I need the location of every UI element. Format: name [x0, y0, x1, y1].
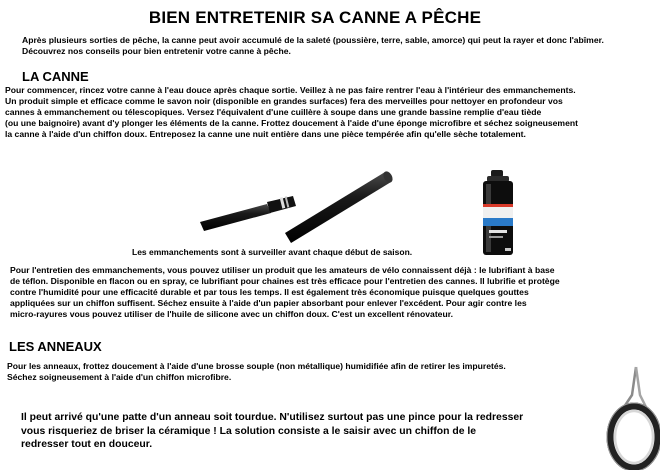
rod-section-back: [285, 170, 394, 243]
image-caption: Les emmanchements sont à surveiller avant chaque début de saison.: [132, 247, 413, 257]
emmanchements-line: Pour l'entretien des emmanchements, vous pouvez utiliser un produit que les amateurs de vélo connaissent déjà : le lubrifiant à base: [10, 265, 555, 275]
canne-line: cannes à emmanchement ou télescopiques. Versez l'équivalent d'une cuillère à soupe dans une grande bassine remplie d'eau tiède: [5, 107, 542, 117]
lubricant-spray-image: [475, 168, 525, 258]
rod-section-front: [200, 196, 296, 231]
canne-line: Pour commencer, rincez votre canne à l'eau douce après chaque sortie. Veillez à ne pas faire rentrer l'eau à l'intérieur des emmanchements.: [5, 85, 576, 95]
emmanchements-line: contre l'humidité pour une efficacité durable et par tous les temps. Il est également très économique puisque quelques gouttes: [10, 287, 529, 297]
rod-guide-ring-image: [600, 365, 660, 470]
ring-note-line: Il peut arrivé qu'une patte d'un anneau soit tourdue. N'utilisez surtout pas une pince pour la redresser: [21, 412, 524, 423]
page-title: BIEN ENTRETENIR SA CANNE A PÊCHE: [148, 8, 482, 27]
canne-line: Un produit simple et efficace comme le savon noir (disponible en grandes surfaces) fera des merveilles pour nettoyer en profondeur vos: [5, 96, 563, 106]
ring-note-line: vous risqueriez de briser la céramique ! La solution consiste a le saisir avec un chiffon de le: [21, 425, 477, 437]
anneaux-paragraph: [7, 361, 607, 383]
ring-note-line: redresser tout en douceur.: [21, 439, 153, 451]
emmanchements-line: appliquées sur un chiffon suffisent. Séchez ensuite à l'aide d'un papier absorbant pour enlever l'excédent. Pour agir contre les: [10, 298, 527, 308]
section-heading-anneaux: LES ANNEAUX: [9, 339, 102, 354]
emmanchements-line: de téflon. Disponible en flacon ou en spray, ce lubrifiant pour chaines est très efficace pour l'entretien des cannes. Il lubrifie et protège: [10, 276, 560, 286]
emmanchements-paragraph: [10, 265, 645, 320]
intro-paragraph: Après plusieurs sorties de pêche, la canne peut avoir accumulé de la saleté (poussière, terre, sable, amorce) qui peut la rayer et donc l'abîmer. Découvrez nos conseils pour bien entretenir votre canne à pêche.: [22, 35, 604, 56]
emmanchements-line: micro-rayures vous pouvez utiliser de l'huile de silicone avec un chiffon doux. C'est un excellent rénovateur.: [10, 309, 453, 319]
canne-line: (ou une baignoire) avant d'y plonger les éléments de la canne. Frottez doucement à l'aide d'une éponge microfibre et séchez soigneusement: [5, 118, 578, 128]
section-heading-canne: LA CANNE: [22, 69, 89, 84]
canne-line: la canne à l'aide d'un chiffon doux. Entreposez la canne une nuit entière dans une pièce tempérée afin qu'elle sèche totalement.: [5, 129, 526, 139]
anneaux-line: Pour les anneaux, frottez doucement à l'aide d'une brosse souple (non métallique) humidifiée afin de retirer les impuretés.: [7, 361, 506, 371]
ring-repair-note: [21, 411, 566, 452]
rod-sections-image: [195, 160, 440, 245]
canne-paragraph: [5, 85, 660, 140]
anneaux-line: Séchez soigneusement à l'aide d'un chiffon microfibre.: [7, 372, 232, 382]
